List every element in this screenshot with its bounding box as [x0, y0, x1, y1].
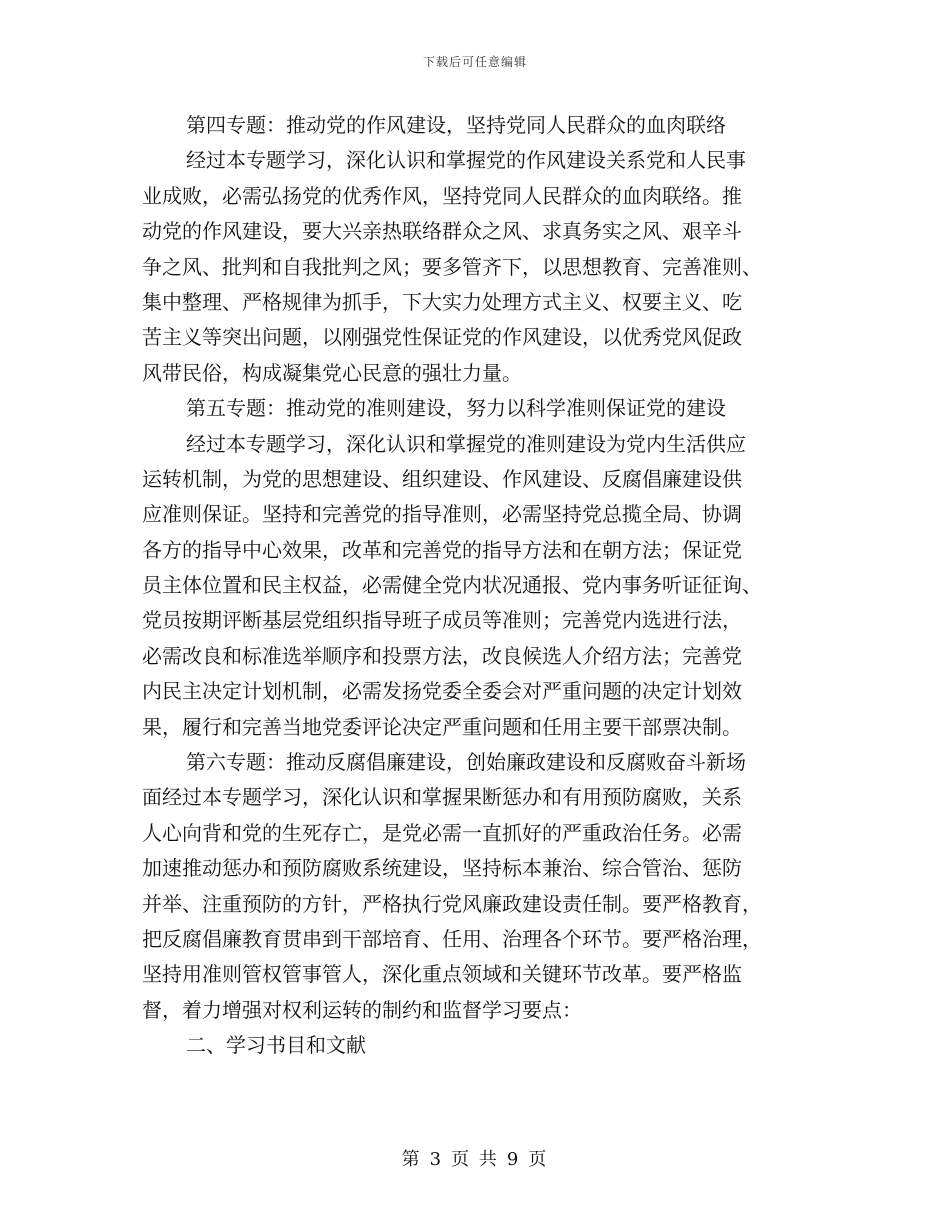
text-line: 第六专题：推动反腐倡廉建设，创始廉政建设和反腐败奋斗新场: [186, 750, 746, 775]
text-line: 坚持用准则管权管事管人，深化重点领域和关键环节改革。要严格监: [142, 962, 742, 987]
text-line: 苦主义等突出问题，以刚强党性保证党的作风建设，以优秀党风促政: [142, 325, 742, 350]
text-line: 业成败，必需弘扬党的优秀作风，坚持党同人民群众的血肉联络。推: [142, 183, 742, 208]
text-line: 运转机制，为党的思想建设、组织建设、作风建设、反腐倡廉建设供: [142, 466, 742, 491]
text-line: 必需改良和标准选举顺序和投票方法，改良候选人介绍方法；完善党: [142, 643, 742, 668]
document-body: [142, 108, 794, 1064]
text-line: 督，着力增强对权利运转的制约和监督学习要点：: [142, 997, 582, 1022]
text-line: 经过本专题学习，深化认识和掌握党的作风建设关系党和人民事: [186, 148, 746, 173]
text-line: 应准则保证。坚持和完善党的指导准则，必需坚持党总揽全局、协调: [142, 502, 742, 527]
text-line: 各方的指导中心效果，改革和完善党的指导方法和在朝方法；保证党: [142, 537, 742, 562]
text-line: 第四专题：推动党的作风建设，坚持党同人民群众的血肉联络: [186, 113, 726, 137]
text-line: 经过本专题学习，深化认识和掌握党的准则建设为党内生活供应: [186, 431, 746, 456]
text-line: 果，履行和完善当地党委评论决定严重问题和任用主要干部票决制。: [142, 714, 742, 739]
footer-prefix: 第: [401, 1149, 422, 1170]
text-line: 员主体位置和民主权益，必需健全党内状况通报、党内事务听证征询、: [142, 573, 762, 598]
text-line: 争之风、批判和自我批判之风；要多管齐下，以思想教育、完善准则、: [142, 254, 762, 279]
page-header: 下载后可任意编辑: [422, 55, 527, 69]
text-line: 面经过本专题学习，深化认识和掌握果断惩办和有用预防腐败，关系: [142, 785, 742, 810]
page-total: 9: [506, 1149, 521, 1170]
text-line: 人心向背和党的生死存亡，是党必需一直抓好的严重政治任务。必需: [142, 820, 742, 845]
text-line: 集中整理、严格规律为抓手，下大实力处理方式主义、权要主义、吃: [142, 289, 742, 314]
text-line: 内民主决定计划机制，必需发扬党委全委会对严重问题的决定计划效: [142, 679, 742, 704]
text-line: 动党的作风建设，要大兴亲热联络群众之风、求真务实之风、艰辛斗: [142, 219, 742, 244]
text-line: 党员按期评断基层党组织指导班子成员等准则；完善党内选进行法，: [142, 608, 742, 633]
page-number: 3: [429, 1149, 444, 1170]
footer-middle: 页 共: [451, 1149, 499, 1170]
text-line: 把反腐倡廉教育贯串到干部培育、任用、治理各个环节。要严格治理，: [142, 926, 762, 951]
page-footer: [0, 1145, 950, 1171]
text-line: 并举、注重预防的方针，严格执行党风廉政建设责任制。要严格教育，: [142, 891, 762, 916]
text-line: 二、学习书目和文献: [186, 1033, 366, 1058]
text-line: 第五专题：推动党的准则建设，努力以科学准则保证党的建设: [186, 396, 726, 421]
footer-suffix: 页: [528, 1149, 549, 1170]
text-line: 风带民俗，构成凝集党心民意的强壮力量。: [142, 360, 522, 385]
text-line: 加速推动惩办和预防腐败系统建设，坚持标本兼治、综合管治、惩防: [142, 856, 742, 881]
